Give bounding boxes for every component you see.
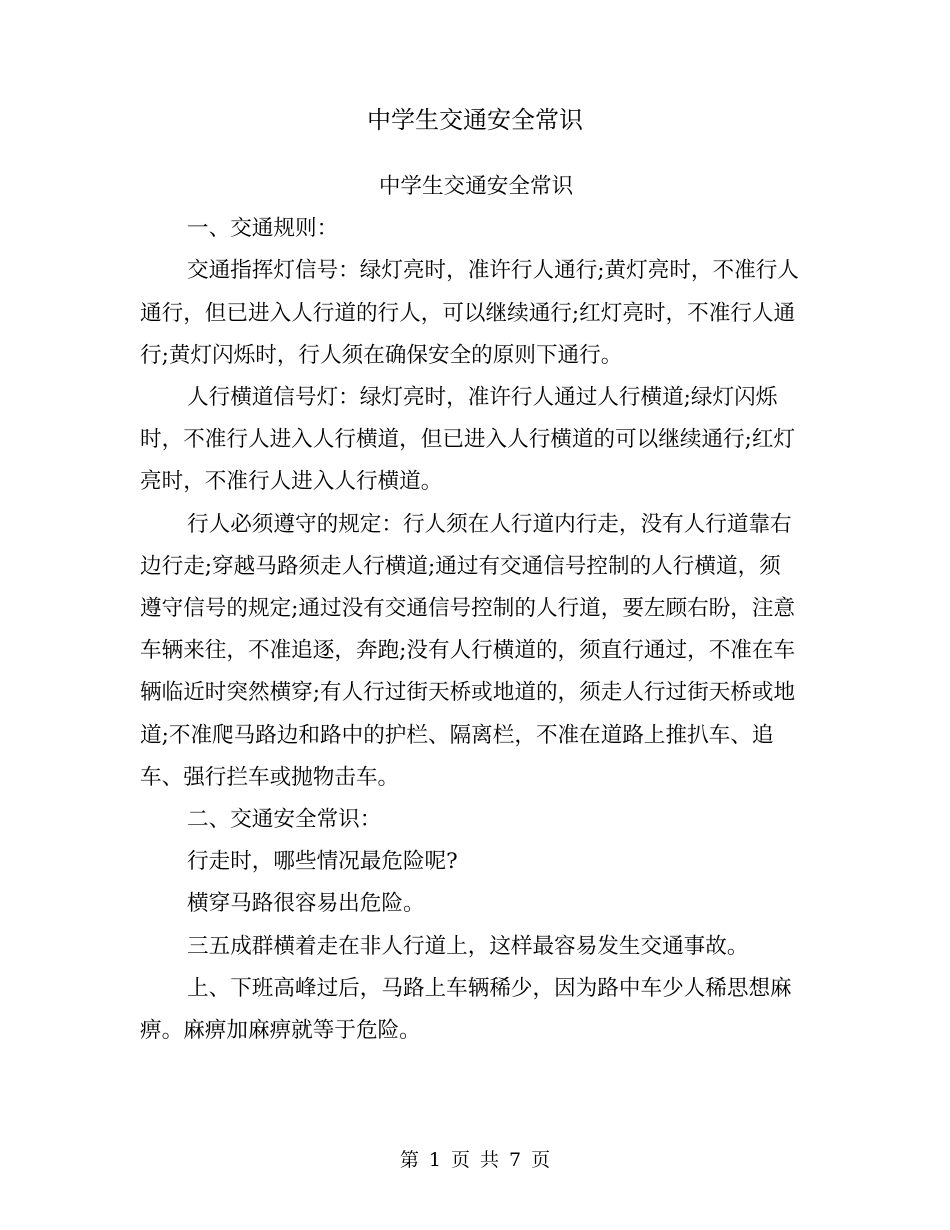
paragraph-line: 亮时，不准行人进入人行横道。 [140, 469, 443, 495]
paragraph-traffic-signal-lights [140, 250, 812, 377]
document-body [140, 166, 812, 1052]
paragraph-line: 车、强行拦车或抛物击车。 [140, 764, 400, 790]
paragraph-line: 行;黄灯闪烁时，行人须在确保安全的原则下通行。 [140, 342, 623, 368]
section-heading-traffic-rules: 一、交通规则： [187, 216, 339, 242]
paragraph-line: 车辆来往，不准追逐，奔跑;没有人行横道的，须直行通过，不准在车 [140, 638, 796, 664]
paragraph-line: 时，不准行人进入人行横道，但已进入人行横道的可以继续通行;红灯 [140, 427, 796, 453]
paragraph-line: 上、下班高峰过后，马路上车辆稀少，因为路中车少人稀思想麻 [187, 975, 792, 1001]
paragraph-group-walking [140, 926, 812, 968]
page-title: 中学生交通安全常识 [367, 106, 583, 134]
section-heading-safety-knowledge: 二、交通安全常识： [187, 807, 382, 833]
paragraph-line: 通行，但已进入人行道的行人，可以继续通行;红灯亮时，不准行人通 [140, 300, 796, 326]
paragraph-line: 人行横道信号灯：绿灯亮时，准许行人通过人行横道;绿灯闪烁 [187, 385, 778, 411]
paragraph-off-peak-danger [140, 968, 812, 1052]
paragraph-pedestrian-rules [140, 504, 812, 799]
document-subtitle: 中学生交通安全常识 [378, 174, 574, 199]
paragraph-line: 交通指挥灯信号：绿灯亮时，准许行人通行;黄灯亮时，不准行人 [187, 258, 799, 284]
paragraph-line: 辆临近时突然横穿;有人行过街天桥或地道的，须走人行过街天桥或地 [140, 680, 796, 706]
paragraph-line: 边行走;穿越马路须走人行横道;通过有交通信号控制的人行横道，须 [140, 553, 781, 579]
paragraph-line: 行人必须遵守的规定：行人须在人行道内行走，没有人行道靠右 [187, 511, 792, 537]
paragraph-line: 三五成群横着走在非人行道上，这样最容易发生交通事故。 [187, 933, 749, 959]
paragraph-line: 行走时，哪些情况最危险呢? [187, 849, 458, 875]
paragraph-line: 道;不准爬马路边和路中的护栏、隔离栏，不准在道路上推扒车、追 [140, 722, 774, 748]
paragraph-question [140, 841, 812, 883]
paragraph-line: 痹。麻痹加麻痹就等于危险。 [140, 1018, 421, 1044]
paragraph-crosswalk-signals [140, 377, 812, 504]
paragraph-line: 横穿马路很容易出危险。 [187, 891, 425, 917]
paragraph-crossing-danger [140, 883, 812, 925]
paragraph-line: 遵守信号的规定;通过没有交通信号控制的人行道，要左顾右盼，注意 [140, 596, 796, 622]
page-number-footer: 第 1 页 共 7 页 [399, 1149, 551, 1171]
